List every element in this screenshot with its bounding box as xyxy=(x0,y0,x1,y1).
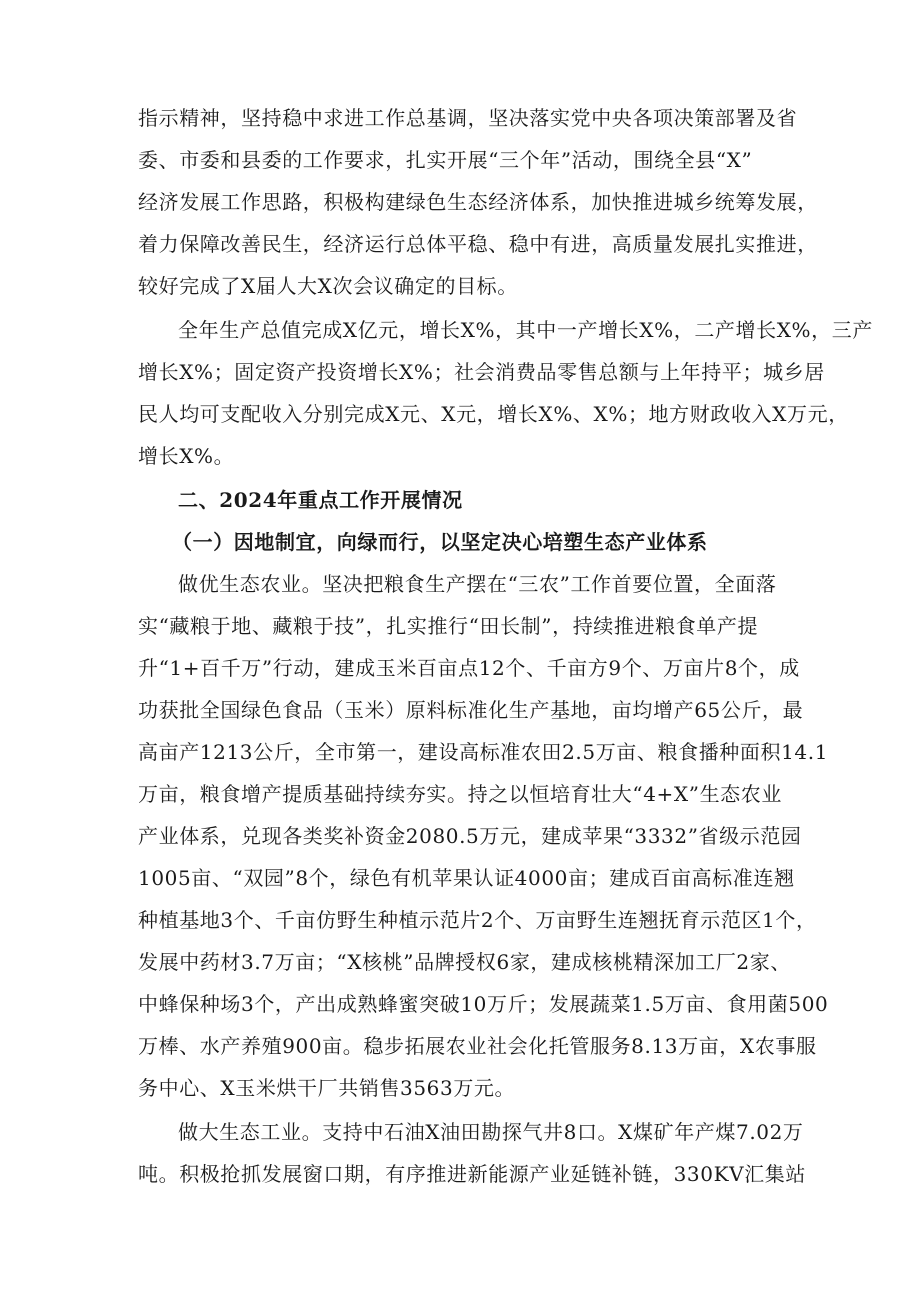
paragraph-3-line: 万亩，粮食增产提质基础持续夯实。持之以恒培育壮大“4+X”生态农业 xyxy=(138,782,782,806)
paragraph-3-line: 发展中药材3.7万亩；“X核桃”品牌授权6家，建成核桃精深加工厂2家、 xyxy=(138,950,791,974)
paragraph-3-line: 中蜂保种场3个，产出成熟蜂蜜突破10万斤；发展蔬菜1.5万亩、食用菌500 xyxy=(138,992,829,1016)
paragraph-4-line: 做大生态工业。支持中石油X油田勘探气井8口。X煤矿年产煤7.02万 xyxy=(178,1120,804,1144)
paragraph-3-line: 产业体系，兑现各类奖补资金2080.5万元，建成苹果“3332”省级示范园 xyxy=(138,824,802,848)
paragraph-3-line: 做优生态农业。坚决把粮食生产摆在“三农”工作首要位置，全面落 xyxy=(178,572,777,596)
paragraph-1-line: 委、市委和县委的工作要求，扎实开展“三个年”活动，围绕全县“X” xyxy=(138,148,753,172)
paragraph-3-line: 升“1+百千万”行动，建成玉米百亩点12个、千亩方9个、万亩片8个，成 xyxy=(138,656,800,680)
section-heading: 二、2024年重点工作开展情况 xyxy=(178,488,463,512)
paragraph-1-line: 较好完成了X届人大X次会议确定的目标。 xyxy=(138,274,518,298)
paragraph-4-line: 吨。积极抢抓发展窗口期，有序推进新能源产业延链补链，330KV汇集站 xyxy=(138,1162,806,1186)
paragraph-1-line: 着力保障改善民生，经济运行总体平稳、稳中有进，高质量发展扎实推进， xyxy=(138,232,818,256)
paragraph-3-line: 务中心、X玉米烘干厂共销售3563万元。 xyxy=(138,1076,516,1100)
paragraph-2-line: 全年生产总值完成X亿元，增长X%，其中一产增长X%，二产增长X%，三产 xyxy=(178,318,873,342)
paragraph-3-line: 万棒、水产养殖900亩。稳步拓展农业社会化托管服务8.13万亩，X农事服 xyxy=(138,1034,817,1058)
paragraph-3-line: 1005亩、“双园”8个，绿色有机苹果认证4000亩；建成百亩高标准连翘 xyxy=(138,866,795,890)
paragraph-2-line: 增长X%。 xyxy=(138,444,235,468)
paragraph-1-line: 指示精神，坚持稳中求进工作总基调，坚决落实党中央各项决策部署及省 xyxy=(138,106,798,130)
paragraph-2-line: 增长X%；固定资产投资增长X%；社会消费品零售总额与上年持平；城乡居 xyxy=(138,360,825,384)
paragraph-1-line: 经济发展工作思路，积极构建绿色生态经济体系，加快推进城乡统筹发展， xyxy=(138,190,818,214)
paragraph-3-line: 功获批全国绿色食品（玉米）原料标准化生产基地，亩均增产65公斤，最 xyxy=(138,698,804,722)
paragraph-3-line: 种植基地3个、千亩仿野生种植示范片2个、万亩野生连翘抚育示范区1个， xyxy=(138,908,817,932)
paragraph-3-line: 实“藏粮于地、藏粮于技”，扎实推行“田长制”，持续推进粮食单产提 xyxy=(138,614,759,638)
paragraph-2-line: 民人均可支配收入分别完成X元、X元，增长X%、X%；地方财政收入X万元， xyxy=(138,402,849,426)
subsection-heading: （一）因地制宜，向绿而行，以坚定决心培塑生态产业体系 xyxy=(172,530,708,554)
paragraph-3-line: 高亩产1213公斤，全市第一，建设高标准农田2.5万亩、粮食播种面积14.1 xyxy=(138,740,829,764)
